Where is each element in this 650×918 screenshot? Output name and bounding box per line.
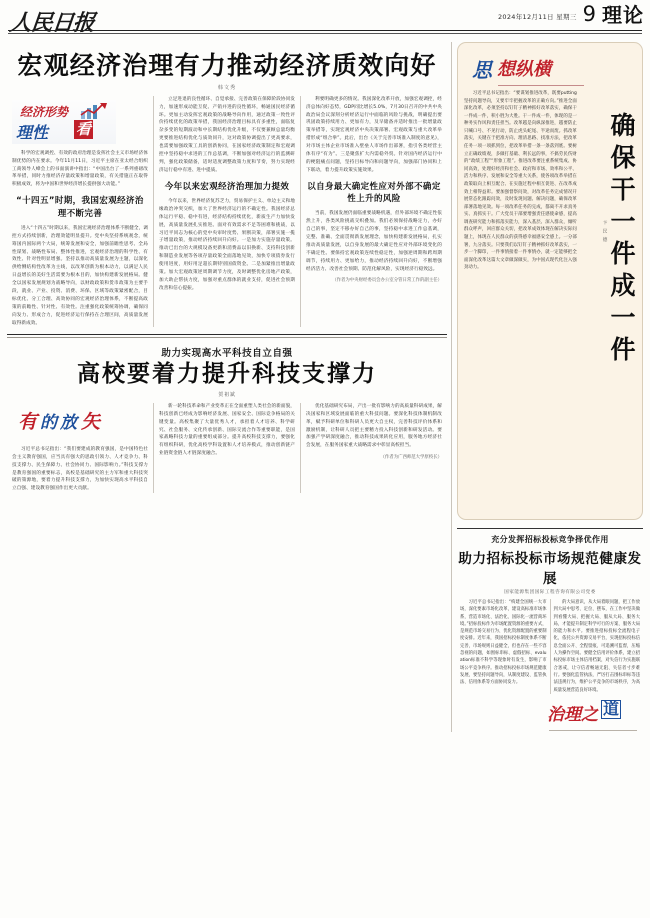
gaoxiao-c2-text: 新一轮科技革命和产业变革正在全面重塑人类社会的新面貌，科技创新已经成为影响经济发展、国家安全、国际竞争格局的关键变量。高校集聚了大量优秀人才，承担着人才培养、科学研究、社会服务、文化传承创新、国际交流合作等重要职能，是国家战略科技力量的重要组成部分。提升高校科技支撑力，要强化有组织科研，优化高校学科设置和人才培养模式，推动创新链产业链资金链人才链深度融合。 xyxy=(159,403,295,457)
brand-char-si: 思 xyxy=(472,58,492,82)
brand-char-xiangzongheng: 想纵横 xyxy=(497,59,551,80)
zhaobiao-c1-body xyxy=(460,599,547,687)
masthead-right-group xyxy=(498,4,644,25)
article-divider-thick xyxy=(7,334,447,335)
sixiang-byline: 卞 民 德 xyxy=(602,220,607,243)
growth-arrow-icon xyxy=(80,102,110,120)
lead-c2-continued xyxy=(159,96,295,175)
page-body xyxy=(0,42,650,732)
zhaobiao-c2-body xyxy=(554,599,641,694)
lead-headline[interactable]: 宏观经济治理有力推动经济质效向好 xyxy=(17,51,437,80)
lead-c2-body xyxy=(159,198,295,293)
masthead-divider xyxy=(8,30,642,31)
lead-c1-body xyxy=(12,225,148,328)
brand-char-2: 的 xyxy=(40,412,57,433)
gaoxiao-c1-text: 习近平总书记指出：“我们要建成的教育强国，是中国特色社会主义教育强国，应当具有强大的思政引领力、人才竞争力、科技支撑力、民生保障力、社会协同力、国际影响力。”科技支撑力是教育强国的重要标志，高校是基础研究的主力军和重大科技突破的策源地，要着力提升科技支撑力，为加快实现高水平科技自立自强、建设教育强国作出更大贡献。 xyxy=(12,446,148,492)
zhaobiao-c2-text: 的大局意识，从大局着眼问题，把工作放到大局中思考、定位、摆布，在工作中坚决做到看懂大局、把握大局、服从大局、服务大局，才能提升制定科学可行的方案、服务大局的能力和水平。要推进招标投标全流程电子化，依托公共资源交易平台，实现招标投标信息全面公开、全程留痕、可追溯可监督，压缩人为操作空间。要健全信用评价体系，建立招标投标市场主体信用档案，对失信行为实施联合惩戒，让守信者畅通无阻、失信者寸步难行。要强化监管执法，严厉打击围标串标等违法违规行为，维护公平竞争的市场秩序，为高质量发展营造良好环境。 xyxy=(553,600,640,693)
gaoxiao-column-2 xyxy=(153,403,300,493)
lead-byline: 韩文秀 xyxy=(217,84,237,91)
left-zone xyxy=(7,42,447,732)
sixiang-title-group xyxy=(577,90,636,368)
zhaobiao-c1-text: 习近平总书记指出：“构建全国统一大市场，深化要素市场化改革，建设高标准市场体系，营造市场化、法治化、国际化一流营商环境。”招标投标作为市场配置资源的重要方式，是规范市场交易行为、优化资源配置的重要制度安排。近年来，我国招标投标制度体系不断完善，市场规则日益健全，但也存在一些不容忽视的问题，如围标串标、虚假招标、evaluation标准不科学等现象时有发生，影响了市场公平竞争秩序。推动招标投标市场规范健康发展，要坚持问题导向，从制度建设、监管执法、信用体系等方面协同发力。 xyxy=(460,600,547,686)
lead-c3-continued-text: 利要明确更多的情况。我国深化改革开放，加强宏观调控，经济总体向好态势，GDP同比增长5.0%，7月30日召开的中共中央政治局会议深刻分析经济运行中面临的风险与挑战，明确提出要巩固政策持续用力、更加有力，及早储备并适时推出一批增量政策举措等，实现宏观经济中央决策部署、宏观政策与重大改革举措形成“组合拳”。此后，出台《关于完善市场准入制度的意见》，对市场主体企业市场准入壁垒人市场作出部署，指引各类经营主体有序“有为”。三是聚焦扩大内需稳外贸。针对国内经济运行中的梗阻痛点问题，坚持目标导向和问题导向，加强部门协同和上下联动，着力提升政策实施效果。 xyxy=(306,96,442,173)
lead-c3-continued xyxy=(306,96,442,175)
article-gaoxiao xyxy=(7,345,447,493)
article-zhaobiao xyxy=(457,528,643,730)
lead-c3-body-text: 当前，我国发展仍面临重要战略机遇，但外部环境不确定性依然上升，各类风险挑战交织叠加。我们必须保持战略定力，办好自己的事，坚定不移办好自己的事，坚持稳中求进工作总基调，完整、准确、全面贯彻新发展理念，加快构建新发展格局，扎实推动高质量发展，以自身发展的最大确定性应对外部环境变化的不确定性。要保持宏观政策连续性稳定性，加强逆周期和跨周期调节，持续用力、更加给力，推动经济持续回升向好，不断增强经济活力、改善社会预期、防范化解风险，实现经济行稳致远。 xyxy=(306,211,442,272)
masthead-divider-thin xyxy=(8,33,642,34)
brand-char-3: 放 xyxy=(60,412,77,433)
lead-c2-body-text: 今年以来，世界经济复苏乏力，贸易保护主义、单边主义和地缘政治冲突交织，加大了世界经济运行的不确定性。我国经济总体运行平稳、稳中有进，经济结构持续优化，新质生产力加快发展，高质量发展扎实推进。面对有效需求不足等困难和挑战，以习近平同志为核心的党中央审时度势、果断决策，部署实施一揽子增量政策，推动经济持续回升向好。一是加力实施存量政策。推动已出台的大规模设备更新和消费品以旧换新、支持科技创新和制造业发展等各项存量政策全面落地见效，加快专项债券发行使用进度，用好用足超长期特别国债资金。二是加紧推出增量政策。加大宏观政策逆周期调节力度，及时调整优化房地产政策，加大助企帮扶力度，加强对重点群体的就业支持，促进社会预期改善和信心提振。 xyxy=(159,198,295,291)
lead-column-3 xyxy=(300,96,447,328)
sixiang-content xyxy=(464,90,636,368)
paper-logo[interactable]: 人民日报 xyxy=(8,10,96,36)
brand-sixiang-zongheng xyxy=(472,54,590,84)
gaoxiao-c2-body xyxy=(159,403,295,458)
brand-youde-fangshi xyxy=(18,407,130,441)
section-name: 理论 xyxy=(602,3,644,27)
brand-jingji-xingshi-lixing-kan xyxy=(12,100,116,144)
gaoxiao-byline: 贺祖斌 xyxy=(218,391,236,398)
zhaobiao-byline: 国家能源集团国际工程咨询有限公司党委 xyxy=(504,590,596,595)
lead-column-1 xyxy=(7,96,153,328)
gaoxiao-c1-body xyxy=(12,446,148,493)
sixiang-body xyxy=(464,90,577,368)
lead-c2-continued-text: 立足进退的良性循环、自觉承接、完善政策在保障阶段协同发力，加速形成动能互促、产销并进的良性循环，畅通国民经济循环。更加主动发挥宏观政策的战略导向作用，通过政策一致性评价持续优化的政策举措，我国经济治理目标具有多重性，面临复杂多变的短期波动和中长期结构优化升级，不仅要兼顾总量均衡更要推进结构优化与质效同升，这对政策协调提出了更高要求，也需要加强政策工具的创新协同，在国家经济政策制定和宏观调控中坚持稳中求进的工作总基调，不断加强对经济运行的监测研判，强化政策储备，适时适度调整政策力度和节奏，努力实现经济运行稳中有进、进中提质。 xyxy=(159,96,295,173)
lead-article-columns xyxy=(7,96,447,328)
brand-zhili-zhidao xyxy=(547,700,643,730)
lead-credit: （作者为中央财经委员会办公室分管日常工作的副主任） xyxy=(332,278,442,284)
lead-c1-subheading: “十四五”时期，我国宏观经济治理不断完善 xyxy=(16,196,144,219)
brand-line-1: 经济形势 xyxy=(20,104,69,119)
zhaobiao-column-2 xyxy=(550,599,644,694)
gaoxiao-c3-text: 优化基础研究布局，产出一批有影响力的高质量科研成果，解决国家和区域发展面临的重大科技问题。要深化科技体制机制改革，赋予科研单位和科研人员更大自主权，完善科技评价体系和激励机制，让科研人员把主要精力投入科技创新和研发活动。要加强产学研深度融合，推动科技成果转化应用，服务地方经济社会发展，在服务国家重大战略需求中彰显高校担当。 xyxy=(306,403,442,449)
gaoxiao-column-3 xyxy=(300,403,447,493)
zhaobiao-columns xyxy=(457,599,643,694)
article-sixiang-zongheng xyxy=(457,42,643,520)
brand-underline xyxy=(498,85,584,86)
gaoxiao-c3-body xyxy=(306,403,442,450)
sixiang-headline[interactable]: 确保干一件成一件 xyxy=(607,112,636,368)
gaoxiao-credit: （作者为广西师范大学原校长） xyxy=(380,455,442,461)
gaoxiao-column-1 xyxy=(7,403,153,493)
brand-zhili-underline xyxy=(549,730,637,731)
lead-c2-subheading: 今年以来宏观经济治理加力提效 xyxy=(164,181,290,192)
right-zone xyxy=(451,42,643,732)
gaoxiao-shoulder: 助力实现高水平科技自立自强 xyxy=(161,348,293,360)
brand-char-4: 矢 xyxy=(81,410,101,433)
lead-c1-intro-text: 科学的宏观调控、有效的政府治理是发挥社会主义市场经济体制优势的内在要求。今年11月11日，习近平主席在亚太经合组织工商领导人峰会上的书面演讲中指出：“中国出台了一系列重磅改革举措，同时力推经济存量政策和增量政策，有关措施正在取得积极成效，将为中国和世界经济增长提供强大动能。” xyxy=(12,150,148,188)
brand-zhili-dao: 道 xyxy=(603,698,620,718)
publication-date: 2024年12月11日 星期三 xyxy=(497,13,577,21)
article-divider-thin xyxy=(7,337,447,338)
lead-c1-body-text: 进入“十四五”时期以来，我国宏观经济治理体系不断健全，调控方式持续创新，治理效能明显提升。党中央坚持系统观念，统筹国内国际两个大局，统筹发展和安全，加强前瞻性思考、全局性谋划、战略性布局、整体性推进，宏观经济治理的科学性、有效性、针对性明显增强。坚持以推动高质量发展为主题，以深化供给侧结构性改革为主线，以改革创新为根本动力，以满足人民日益增长的美好生活需要为根本目的，加快构建新发展格局。健全以国家发展规划为战略导向，以财政政策和货币政策为主要手段，就业、产业、投资、消费、环保、区域等政策紧密配合，目标优化、分工合理、高效协同的宏观经济治理体系，不断提高政策的前瞻性、针对性、有效性。注重强化政策统筹协调，确保同向发力、形成合力，促进经济运行保持在合理区间，高质量发展取得新成效。 xyxy=(12,225,148,326)
sixiang-body-text: 习近平总书记指出：“要谋划推进改革，既要putting坚持问题导向，又要牢牢把握改革的正确方向。”推进全面深化改革，必须坚持以钉钉子精神抓好改革落实，确保干一件成一件，积小胜为大胜。干一件成一件，体现的是一种务实作风和责任担当。改革越是向纵深推进，越要防止只喊口号、不见行动，防止虎头蛇尾、半途而废。抓改革落实，关键在于把准方向、理清思路、找准方法，把改革任务一项一项抓到位，把改革举措一条一条落到底。要树立正确政绩观，多做打基础、利长远的事，不搞劳民伤财的“政绩工程”“形象工程”。推进改革要注重系统集成、协同高效，处理好经济和社会、政府和市场、效率和公平、活力和秩序、发展和安全等重大关系，使各项改革举措在政策取向上相互配合、在实施过程中相互促进、在改革成效上相得益彰。要加强督察问效，对改革任务完成情况开展常态化跟踪问效，及时发现问题、解决问题，确保改革部署落地见效。每一项改革任务的完成，都离不开求真务实、真抓实干。广大党员干部要增强责任感使命感，提高调查研究能力和抓落实能力，深入基层、深入群众，倾听群众呼声，回应群众关切，把改革成效体现在解决实际问题上，体现在人民群众的获得感幸福感安全感上。一分部署，九分落实。只要我们以钉钉子精神抓好改革落实，一步一个脚印，一件事情接着一件事情办，就一定能够把全面深化改革这篇大文章做深做实，为中国式现代化注入强劲动力。 xyxy=(464,91,577,271)
brand-line-2: 理性 xyxy=(16,122,49,142)
brand-zhili-text: 治理之 xyxy=(547,704,598,725)
brand-char-1: 有 xyxy=(18,410,38,433)
brand-line-3: 看 xyxy=(76,119,92,138)
zhaobiao-shoulder: 充分发挥招标投标竞争择优作用 xyxy=(491,535,609,544)
gaoxiao-headline[interactable]: 高校要着力提升科技支撑力 xyxy=(77,360,377,388)
zhaobiao-headline[interactable]: 助力招标投标市场规范健康发展 xyxy=(458,551,642,587)
lead-c3-body xyxy=(306,210,442,273)
gaoxiao-columns xyxy=(7,403,447,493)
lead-c1-intro xyxy=(12,150,148,189)
page-number: 9 xyxy=(582,2,596,26)
lead-column-2 xyxy=(153,96,300,328)
masthead xyxy=(0,0,650,42)
zhaobiao-column-1 xyxy=(457,599,550,694)
lead-c3-subheading: 以自身最大确定性应对外部不确定性上升的风险 xyxy=(307,181,441,204)
